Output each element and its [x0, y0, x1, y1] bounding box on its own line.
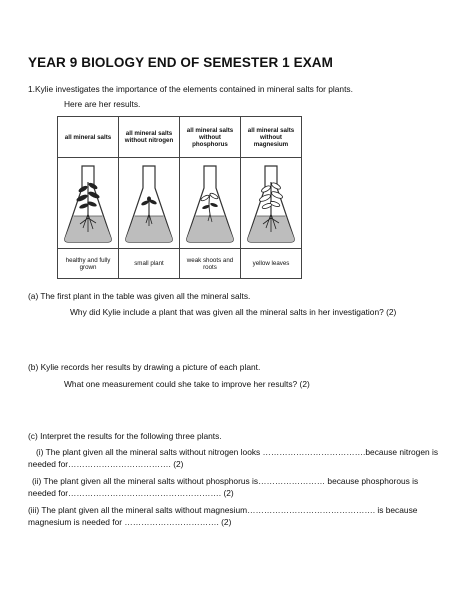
header-all-mineral-salts	[58, 117, 119, 158]
question-b-prompt: What one measurement could she take to improve her results? (2)	[64, 379, 310, 389]
header-line: all mineral salts	[64, 133, 112, 141]
flask-small-plant-illustration	[120, 158, 178, 248]
header-without-nitrogen	[119, 117, 180, 158]
flask-cell-yellow	[241, 158, 302, 249]
caption-line: yellow leaves	[252, 260, 290, 267]
header-line: without	[199, 133, 221, 141]
caption-healthy	[58, 249, 119, 279]
flask-cell-small	[119, 158, 180, 249]
question-a-stem: (a) The first plant in the table was given all the mineral salts.	[28, 291, 251, 301]
exam-title: YEAR 9 BIOLOGY END OF SEMESTER 1 EXAM	[28, 55, 334, 70]
flask-healthy-plant-illustration	[59, 158, 117, 248]
header-line: all mineral salts	[125, 130, 173, 137]
question-c-i-line2: needed for………………………………. (2)	[28, 459, 184, 469]
question-c-i-line1: (i) The plant given all the mineral salts without nitrogen looks ……………………………….because nitrogen is	[36, 447, 439, 457]
flask-yellow-leaves-plant-illustration	[242, 158, 300, 248]
question-a-prompt: Why did Kylie include a plant that was given all the mineral salts in her investigation? (2)	[70, 307, 397, 317]
caption-line: roots	[203, 263, 217, 271]
question-b-stem: (b) Kylie records her results by drawing a picture of each plant.	[28, 362, 261, 372]
header-line: magnesium	[253, 140, 289, 148]
question-c-iii-line2: magnesium is needed for ……………………………. (2)	[28, 517, 232, 527]
question-c-ii-line2: needed for………………………………………………. (2)	[28, 488, 234, 498]
caption-line: healthy and fully	[65, 256, 111, 264]
header-line: all mineral salts	[186, 126, 234, 134]
header-line: without nitrogen	[124, 137, 174, 144]
question-1-results-intro: Here are her results.	[64, 99, 141, 109]
caption-yellow	[241, 249, 302, 279]
header-line: phosphorus	[192, 140, 228, 148]
header-without-phosphorus	[180, 117, 241, 158]
flask-cell-weak	[180, 158, 241, 249]
results-table	[57, 116, 302, 279]
question-c-stem: (c) Interpret the results for the following three plants.	[28, 431, 222, 441]
header-line: without	[260, 133, 282, 141]
caption-line: grown	[79, 263, 97, 271]
caption-line: weak shoots and	[186, 256, 234, 264]
header-without-magnesium	[241, 117, 302, 158]
flask-cell-healthy	[58, 158, 119, 249]
caption-small	[119, 249, 180, 279]
question-c-iii-line1: (iii) The plant given all the mineral salts without magnesium………………………………………. is because	[28, 505, 418, 515]
caption-line: small plant	[134, 260, 164, 267]
caption-weak	[180, 249, 241, 279]
question-c-ii-line1: (ii) The plant given all the mineral salts without phosphorus is…………………… because phosphorous is	[32, 476, 419, 486]
header-line: all mineral salts	[247, 126, 295, 134]
flask-weak-plant-illustration	[181, 158, 239, 248]
question-1-intro: 1.Kylie investigates the importance of the elements contained in mineral salts for plants.	[28, 84, 353, 94]
